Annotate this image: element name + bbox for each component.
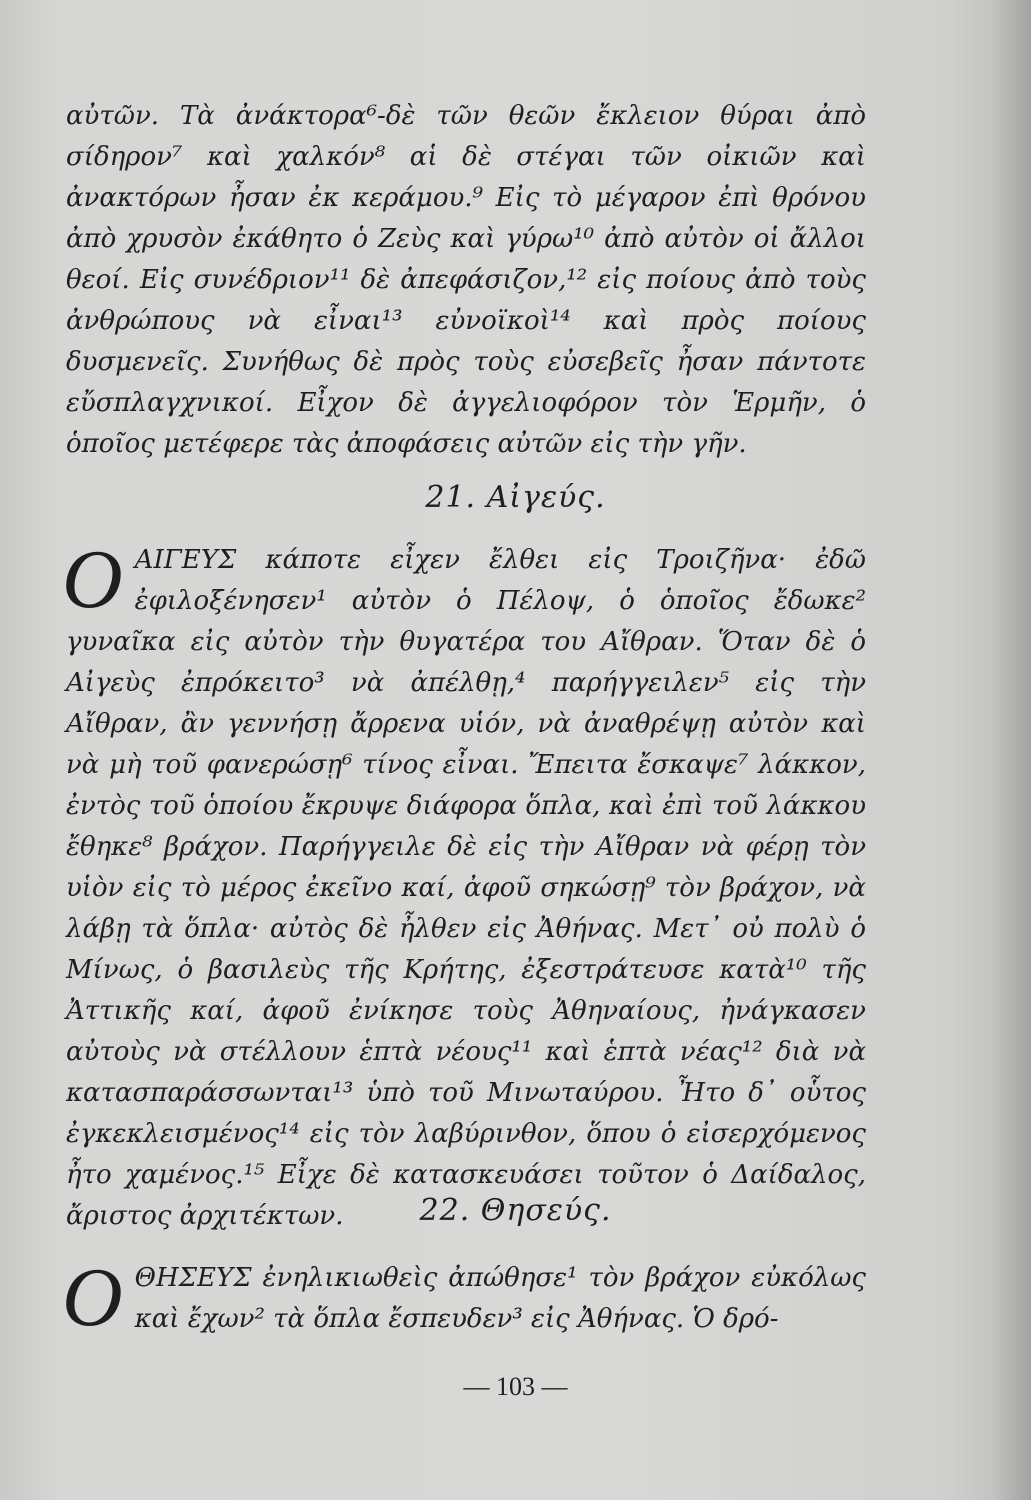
page-number: — 103 —	[463, 1372, 568, 1401]
section-22-heading: 22. Θησεύς.	[419, 1193, 612, 1228]
section-22-text: ΘΗΣΕΥΣ ἐνηλικιωθεὶς ἀπώθησε¹ τὸν βράχον εὐκόλως καὶ ἔχων² τὰ ὅπλα ἔσπευδεν³ εἰς Ἀθήνας. Ὁ δρό-	[134, 1263, 866, 1334]
page-edge-shadow	[991, 0, 1031, 1500]
section-21-body	[62, 533, 866, 1237]
section-22-drop-cap: Ο	[62, 1251, 123, 1344]
section-22-body	[62, 1251, 866, 1344]
section-21-heading: 21. Αἰγεύς.	[425, 480, 606, 515]
section-21-drop-cap: Ο	[62, 533, 123, 626]
top-paragraph	[66, 96, 866, 465]
top-paragraph-text: αὐτῶν. Τὰ ἀνάκτορα⁶-δὲ τῶν θεῶν ἔκλειον θύραι ἀπὸ σίδηρον⁷ καὶ χαλκόν⁸ αἱ δὲ στέγαι τῶν οἰκιῶν καὶ ἀνακτόρων ἦσαν ἐκ κεράμου.⁹ Εἰς τὸ μέγαρον ἐπὶ θρόνου ἀπὸ χρυσὸν ἐκάθητο ὁ Ζεὺς καὶ γύρω¹⁰ ἀπὸ αὐτὸν οἱ ἄλλοι θεοί. Εἰς συνέδριον¹¹ δὲ ἀπεφάσιζον,¹² εἰς ποίους ἀπὸ τοὺς ἀνθρώπους νὰ εἶναι¹³ εὐνοϊκοὶ¹⁴ καὶ πρὸς ποίους δυσμενεῖς. Συνήθως δὲ πρὸς τοὺς εὐσεβεῖς ἦσαν πάντοτε εὔσπλαγχνικοί. Εἶχον δὲ ἀγγελιοφόρον τὸν Ἑρμῆν, ὁ ὁποῖος μετέφερε τὰς ἀποφάσεις αὐτῶν εἰς τὴν γῆν.	[66, 101, 866, 459]
section-21-text: ΑΙΓΕΥΣ κάποτε εἶχεν ἔλθει εἰς Τροιζῆνα· ἐδῶ ἐφιλοξένησεν¹ αὐτὸν ὁ Πέλοψ, ὁ ὁποῖος ἔδωκε² γυναῖκα εἰς αὐτὸν τὴν θυγατέρα του Αἴθραν. Ὅταν δὲ ὁ Αἰγεὺς ἐπρόκειτο³ νὰ ἀπέλθῃ,⁴ παρήγγειλεν⁵ εἰς τὴν Αἴθραν, ἂν γεννήσῃ ἄρρενα υἱόν, νὰ ἀναθρέψῃ αὐτὸν καὶ νὰ μὴ τοῦ φανερώσῃ⁶ τίνος εἶναι. Ἔπειτα ἔσκαψε⁷ λάκκον, ἐντὸς τοῦ ὁποίου ἔκρυψε διάφορα ὅπλα, καὶ ἐπὶ τοῦ λάκκου ἔθηκε⁸ βράχον. Παρήγγειλε δὲ εἰς τὴν Αἴθραν νὰ φέρῃ τὸν υἱὸν εἰς τὸ μέρος ἐκεῖνο καί, ἀφοῦ σηκώσῃ⁹ τὸν βράχον, νὰ λάβῃ τὰ ὅπλα· αὐτὸς δὲ ἦλθεν εἰς Ἀθήνας. Μετ᾽ οὐ πολὺ ὁ Μίνως, ὁ βασιλεὺς τῆς Κρήτης, ἐξεστράτευσε κατὰ¹⁰ τῆς Ἀττικῆς καί, ἀφοῦ ἐνίκησε τοὺς Ἀθηναίους, ἠνάγκασεν αὐτοὺς νὰ στέλλουν ἑπτὰ νέους¹¹ καὶ ἑπτὰ νέας¹² διὰ νὰ κατασπαράσσωνται¹³ ὑπὸ τοῦ Μινωταύρου. Ἦτο δ᾽ οὗτος ἐγκεκλεισμένος¹⁴ εἰς τὸν λαβύρινθον, ὅπου ὁ εἰσερχόμενος ἦτο χαμένος.¹⁵ Εἶχε δὲ κατασκευάσει τοῦτον ὁ Δαίδαλος, ἄριστος ἀρχιτέκτων.	[66, 545, 866, 1231]
